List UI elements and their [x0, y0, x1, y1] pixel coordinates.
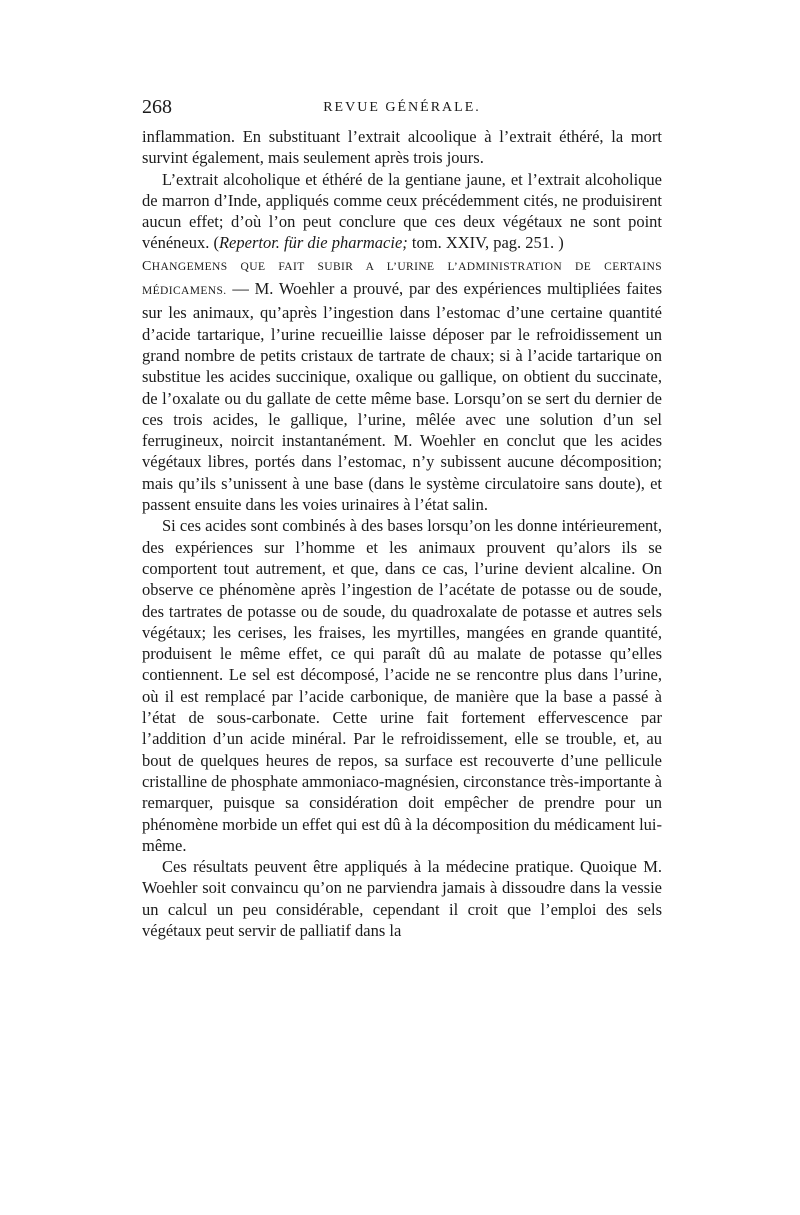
journal-reference: Repertor. für die pharmacie [218, 233, 403, 253]
paragraph-2-text: L’extrait alcoholique et éthéré de la gentiane jaune, et l’extrait alcoholique de marron d’Inde, appliqués comme ceux précédemment cités, ne produisirent aucun effet; d’où l’on peut conclure que ces deux végétaux ne sont point vénéneux. ( [142, 169, 662, 253]
paragraph-3-text: — M. Woehler a prouvé, par des expériences multipliées faites sur les animaux, qu’après l’ingestion dans l’estomac d’une certaine quantité d’acide tartarique, l’urine recueillie laisse déposer par le refroidissement un grand nombre de petits cristaux de tartrate de chaux; si à l’acide tartarique on substitue les acides succinique, oxalique ou gallique, on obtient du succinate, de l’oxalate ou du gallate de cette même base. Lorsqu’on se sert du dernier de ces trois acides, le gallique, l’urine, mêlée avec une solution d’un sel ferrugineux, noircit instantanément. M. Woehler en conclut que les acides végétaux libres, portés dans l’estomac, n’y subissent aucune décomposition; mais qu’ils s’unissent à une base (dans le système circulatoire sans doute), et passent ensuite dans les voies urinaires à l’état salin. [142, 279, 662, 515]
article-body [142, 126, 662, 941]
paragraph-5: Ces résultats peuvent être appliqués à la médecine pratique. Quoique M. Woehler soit convaincu qu’on ne parviendra jamais à dissoudre dans la vessie un calcul un peu considérable, cependant il croit que l’emploi des sels végétaux peut servir de palliatif dans la [142, 857, 662, 940]
book-page [142, 96, 662, 941]
running-head: REVUE GÉNÉRALE. [323, 100, 481, 115]
paragraph-4: Si ces acides sont combinés à des bases lorsqu’on les donne intérieurement, des expériences sur l’homme et les animaux prouvent qu’alors ils se comportent tout autrement, et que, dans ce cas, l’urine devient alcaline. On observe ce phénomène après l’ingestion de l’acétate de potasse ou de soude, des tartrates de potasse ou de soude, du quadroxalate de potasse et autres sels végétaux; les cerises, les fraises, les myrtilles, mangées en grande quantité, produisent le même effet, ce qui paraît dû au malate de potasse qu’elles contiennent. Le sel est décomposé, l’acide ne se rencontre plus dans l’urine, où il est remplacé par l’acide carbonique, de manière que la base a passé à l’état de sous-carbonate. Cette urine fait fortement effervescence par l’addition d’un acide minéral. Par le refroidissement, elle se trouble, et, au bout de quelques heures de repos, sa surface est recouverte d’une pellicule cristalline de phosphate ammoniaco-magnésien, circonstance très-importante à remarquer, puisque sa considération doit empêcher de prendre pour un phénomène morbide un effet qui est dû à la décomposition du médicament lui-même. [142, 516, 663, 855]
paragraph-2 [142, 169, 662, 254]
page-header [142, 96, 662, 126]
paragraph-1: inflammation. En substituant l’extrait alcoolique à l’extrait éthéré, la mort survint également, mais seulement après trois jours. [142, 127, 662, 168]
paragraph-3 [142, 254, 662, 516]
page-number: 268 [142, 96, 172, 118]
section-heading-text: HANGEMENS QUE FAIT SUBIR A L’URINE L’ADMINISTRATION DE CERTAINS MÉDICAMENS. [142, 260, 662, 298]
section-heading-initial: C [142, 258, 152, 274]
paragraph-2-end: tom. XXIV, pag. 251. ) [407, 233, 564, 253]
journal-reference-separator: ; [402, 233, 408, 253]
